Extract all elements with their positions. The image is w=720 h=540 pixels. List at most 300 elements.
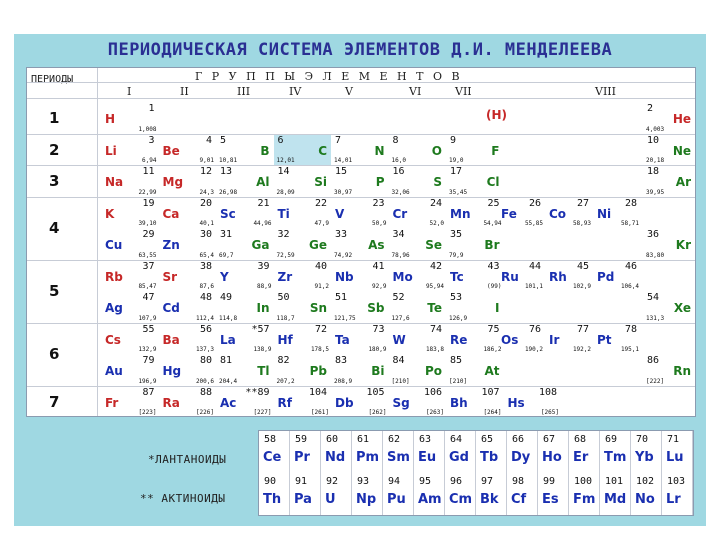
element-symbol: Ra	[162, 395, 180, 410]
element-cell[interactable]	[545, 323, 593, 355]
element-symbol: Rh	[549, 269, 567, 284]
element-symbol: Zn	[162, 238, 180, 252]
element-cell[interactable]	[101, 134, 159, 166]
atomic-number: 37	[142, 260, 155, 272]
element-cell[interactable]	[593, 323, 641, 355]
period-number: 2	[49, 140, 60, 159]
element-cell[interactable]	[216, 165, 274, 197]
atomic-number: 77	[576, 323, 589, 335]
element-cell[interactable]	[331, 260, 389, 292]
element-cell[interactable]	[331, 386, 389, 418]
atomic-number: 36	[647, 229, 660, 240]
element-symbol: Ge	[309, 238, 327, 252]
atomic-number: 18	[647, 166, 660, 177]
atomic-number: 17	[450, 166, 463, 177]
element-cell[interactable]	[216, 323, 274, 355]
element-cell[interactable]	[389, 228, 447, 260]
atomic-number: 87	[142, 386, 155, 398]
element-cell[interactable]	[662, 431, 693, 473]
element-cell[interactable]	[159, 260, 217, 292]
atomic-number: 44	[528, 260, 541, 272]
atomic-mass: 16,0	[391, 157, 406, 164]
element-cell[interactable]	[389, 323, 447, 355]
atomic-number: 21	[257, 197, 270, 209]
element-cell[interactable]	[331, 354, 389, 386]
element-symbol: Cr	[392, 206, 408, 221]
element-symbol: Be	[162, 143, 180, 158]
element-symbol: H	[105, 112, 116, 126]
element-cell[interactable]	[446, 102, 508, 134]
atomic-number: 65	[481, 434, 494, 445]
period-number: 5	[49, 282, 60, 301]
atomic-number: 92	[326, 476, 339, 487]
atomic-number: 29	[142, 229, 155, 240]
atomic-number: 20	[199, 197, 212, 209]
atomic-mass: 40,1	[199, 220, 214, 227]
atomic-mass: 54,94	[483, 220, 502, 227]
atomic-mass: 107,9	[138, 314, 157, 322]
element-cell[interactable]	[159, 197, 217, 229]
element-cell[interactable]	[389, 354, 447, 386]
element-symbol: Br	[484, 238, 500, 252]
atomic-mass: 196,9	[138, 377, 157, 385]
element-cell[interactable]	[101, 354, 159, 386]
element-cell[interactable]	[643, 354, 695, 386]
element-symbol: C	[318, 143, 327, 158]
element-cell[interactable]	[446, 323, 504, 355]
atomic-mass: 79,9	[449, 251, 464, 259]
atomic-mass: 28,09	[276, 188, 295, 196]
element-symbol: Ni	[597, 206, 612, 221]
element-symbol: Cs	[105, 332, 121, 347]
periodic-table	[26, 67, 696, 417]
atomic-number: 106	[423, 386, 442, 398]
element-cell[interactable]	[593, 260, 641, 292]
element-symbol: Cf	[511, 492, 527, 507]
element-cell[interactable]	[446, 197, 504, 229]
element-cell[interactable]	[446, 165, 504, 197]
element-symbol: Am	[418, 492, 442, 507]
element-cell[interactable]	[216, 134, 274, 166]
atomic-number: 103	[667, 476, 686, 487]
element-cell[interactable]	[446, 260, 504, 292]
element-symbol: In	[256, 301, 270, 315]
element-symbol: Pm	[356, 450, 380, 465]
atomic-number: 31	[220, 229, 233, 240]
atomic-number: 56	[199, 323, 212, 335]
atomic-number: 94	[388, 476, 401, 487]
element-symbol: No	[635, 492, 655, 507]
atomic-mass: 102,9	[572, 283, 591, 290]
atomic-mass: 137,3	[195, 346, 214, 353]
element-cell[interactable]	[216, 386, 274, 418]
element-cell[interactable]	[497, 260, 545, 292]
element-cell[interactable]	[259, 473, 290, 515]
element-symbol: Ru	[501, 269, 519, 284]
divider	[27, 82, 695, 83]
page-title: ПЕРИОДИЧЕСКАЯ СИСТЕМА ЭЛЕМЕНТОВ Д.И. МЕНДЕЛЕЕВА	[107, 40, 613, 60]
element-cell[interactable]	[600, 473, 631, 515]
atomic-number: **89	[245, 386, 270, 398]
element-symbol: V	[335, 206, 345, 221]
element-cell[interactable]	[389, 134, 447, 166]
atomic-mass: 20,18	[646, 157, 665, 164]
atomic-number: 28	[624, 197, 637, 209]
element-cell[interactable]	[389, 260, 447, 292]
element-cell[interactable]	[631, 473, 662, 515]
element-cell[interactable]	[631, 431, 662, 473]
element-cell[interactable]	[101, 228, 159, 260]
element-symbol: Np	[356, 492, 377, 507]
atomic-number: 85	[450, 355, 463, 366]
atomic-number: 64	[450, 434, 463, 445]
element-symbol: Ho	[542, 450, 562, 465]
element-cell[interactable]	[389, 291, 447, 323]
element-cell[interactable]	[331, 165, 389, 197]
atomic-number: 12	[199, 166, 212, 177]
element-symbol: B	[260, 143, 270, 158]
atomic-number: 26	[528, 197, 541, 209]
atomic-number: 79	[142, 355, 155, 366]
element-cell[interactable]	[352, 431, 383, 473]
atomic-mass: 138,9	[253, 346, 272, 353]
atomic-mass: 190,2	[524, 346, 543, 353]
atomic-number: 97	[481, 476, 494, 487]
element-cell[interactable]	[274, 134, 332, 166]
atomic-mass: 208,9	[334, 377, 353, 385]
element-cell[interactable]	[159, 323, 217, 355]
element-symbol: Ta	[335, 332, 350, 347]
element-symbol: Zr	[277, 269, 293, 284]
element-symbol: Er	[573, 450, 589, 465]
element-cell[interactable]	[331, 323, 389, 355]
element-symbol: Fm	[573, 492, 596, 507]
element-cell[interactable]	[446, 386, 504, 418]
element-cell[interactable]	[643, 165, 695, 197]
atomic-number: 80	[199, 355, 212, 366]
period-number: 4	[49, 219, 60, 238]
atomic-mass: [223]	[138, 409, 157, 416]
atomic-number: 84	[392, 355, 405, 366]
element-cell[interactable]	[290, 473, 321, 515]
element-symbol: U	[325, 492, 336, 507]
element-cell[interactable]	[446, 291, 504, 323]
element-symbol: Hg	[162, 364, 182, 378]
atomic-mass: 180,9	[368, 346, 387, 353]
element-symbol: Hs	[507, 395, 525, 410]
atomic-mass: [263]	[425, 409, 444, 416]
atomic-mass: 6,94	[142, 157, 157, 164]
atomic-mass: 50,9	[372, 220, 387, 227]
element-symbol: P	[375, 175, 385, 189]
atomic-number: 42	[429, 260, 442, 272]
element-symbol: Rb	[105, 269, 123, 284]
element-cell[interactable]	[476, 431, 507, 473]
group-number: VIII	[595, 85, 616, 98]
atomic-mass: 88,9	[257, 283, 272, 290]
element-symbol: He	[672, 112, 691, 126]
element-cell[interactable]	[159, 228, 217, 260]
atomic-mass: [227]	[253, 409, 272, 416]
atomic-mass: 200,6	[195, 377, 214, 385]
element-symbol: Sr	[162, 269, 178, 284]
atomic-mass: 195,1	[620, 346, 639, 353]
element-cell[interactable]	[159, 386, 217, 418]
atomic-number: 49	[220, 292, 233, 303]
element-symbol: Mn	[450, 206, 471, 221]
element-cell[interactable]	[159, 354, 217, 386]
element-symbol: At	[484, 364, 500, 378]
element-cell[interactable]	[331, 228, 389, 260]
atomic-mass: [264]	[483, 409, 502, 416]
element-symbol: Al	[256, 175, 270, 189]
atomic-mass: 192,2	[572, 346, 591, 353]
atomic-number: 71	[667, 434, 680, 445]
element-cell[interactable]	[389, 197, 447, 229]
element-symbol: Hf	[277, 332, 293, 347]
atomic-mass: 207,2	[276, 377, 295, 385]
atomic-number: 60	[326, 434, 339, 445]
atomic-number: 91	[295, 476, 308, 487]
element-symbol: Rf	[277, 395, 292, 410]
atomic-mass: 39,10	[138, 220, 157, 227]
element-cell[interactable]	[274, 228, 332, 260]
element-symbol: Pd	[597, 269, 615, 284]
element-symbol: Bh	[450, 395, 468, 410]
element-cell[interactable]	[274, 291, 332, 323]
element-symbol: Xe	[673, 301, 691, 315]
element-cell[interactable]	[389, 386, 447, 418]
atomic-number: 101	[605, 476, 624, 487]
element-cell[interactable]	[101, 165, 159, 197]
divider	[27, 165, 695, 166]
element-symbol: Pu	[387, 492, 406, 507]
element-cell[interactable]	[414, 431, 445, 473]
atomic-number: 78	[624, 323, 637, 335]
atomic-number: 96	[450, 476, 463, 487]
element-cell[interactable]	[445, 431, 476, 473]
atomic-mass: [261]	[310, 409, 329, 416]
element-symbol: Os	[501, 332, 519, 347]
element-cell[interactable]	[504, 386, 562, 418]
atomic-mass: 30,97	[334, 188, 353, 196]
element-symbol: Si	[314, 175, 327, 189]
atomic-number: 58	[264, 434, 277, 445]
atomic-mass: 85,47	[138, 283, 157, 290]
element-cell[interactable]	[497, 197, 545, 229]
element-cell[interactable]	[331, 197, 389, 229]
atomic-number: 99	[543, 476, 556, 487]
atomic-mass: 35,45	[449, 188, 468, 196]
group-number: IV	[289, 85, 302, 98]
atomic-mass: [222]	[646, 377, 665, 385]
atomic-number: 10	[647, 134, 660, 146]
element-symbol: Pt	[597, 332, 612, 347]
atomic-number: 108	[538, 386, 557, 398]
element-cell[interactable]	[321, 431, 352, 473]
atomic-mass: 204,4	[219, 377, 238, 385]
element-cell[interactable]	[538, 473, 569, 515]
element-symbol: S	[433, 175, 442, 189]
atomic-number: 52	[392, 292, 405, 303]
element-symbol: Ga	[251, 238, 270, 252]
element-cell[interactable]	[159, 291, 217, 323]
element-cell[interactable]	[593, 197, 641, 229]
atomic-number: 13	[220, 166, 233, 177]
periods-header: ПЕРИОДЫ	[31, 74, 74, 85]
element-cell[interactable]	[383, 431, 414, 473]
element-cell[interactable]	[538, 431, 569, 473]
element-symbol: Ar	[675, 175, 691, 189]
atomic-number: 95	[419, 476, 432, 487]
element-cell[interactable]	[643, 291, 695, 323]
element-symbol: Sn	[309, 301, 327, 315]
element-cell[interactable]	[414, 473, 445, 515]
element-cell[interactable]	[101, 197, 159, 229]
element-cell[interactable]	[569, 431, 600, 473]
element-symbol: K	[105, 206, 115, 221]
element-cell[interactable]	[290, 431, 321, 473]
element-symbol: Mg	[162, 175, 184, 189]
atomic-mass: 92,9	[372, 283, 387, 290]
element-cell[interactable]	[352, 473, 383, 515]
atomic-number: 32	[277, 229, 290, 240]
element-cell[interactable]	[274, 197, 332, 229]
element-symbol: Lu	[666, 450, 684, 465]
atomic-mass: (99)	[487, 283, 502, 290]
element-symbol: Cd	[162, 301, 180, 315]
atomic-mass: 83,80	[646, 251, 665, 259]
element-cell[interactable]	[101, 260, 159, 292]
element-symbol: Sb	[367, 301, 385, 315]
period-number: 3	[49, 172, 60, 190]
element-cell[interactable]	[274, 165, 332, 197]
element-cell[interactable]	[662, 473, 693, 515]
element-cell[interactable]	[643, 228, 695, 260]
element-symbol: Dy	[511, 450, 531, 465]
divider	[27, 260, 695, 261]
atomic-number: 6	[277, 134, 284, 146]
atomic-number: 5	[220, 134, 227, 146]
atomic-mass: 78,96	[391, 251, 410, 259]
element-cell[interactable]	[507, 431, 538, 473]
element-symbol: Po	[424, 364, 442, 378]
atomic-number: 46	[624, 260, 637, 272]
atomic-mass: 95,94	[425, 283, 444, 290]
element-cell[interactable]	[101, 386, 159, 418]
element-cell[interactable]	[643, 134, 695, 166]
atomic-mass: 114,8	[219, 314, 238, 322]
element-cell[interactable]	[216, 260, 274, 292]
element-symbol: Es	[542, 492, 559, 507]
period-number: 6	[49, 345, 60, 364]
atomic-number: 67	[543, 434, 556, 445]
element-cell[interactable]	[643, 102, 695, 134]
element-symbol: Te	[427, 301, 442, 315]
atomic-mass: 131,3	[646, 314, 665, 322]
atomic-number: 16	[392, 166, 405, 177]
element-cell[interactable]	[445, 473, 476, 515]
element-cell[interactable]	[331, 134, 389, 166]
atomic-number: 11	[142, 166, 155, 177]
element-cell[interactable]	[216, 291, 274, 323]
element-cell[interactable]	[569, 473, 600, 515]
element-cell[interactable]	[446, 354, 504, 386]
element-cell[interactable]	[545, 197, 593, 229]
atomic-number: 76	[528, 323, 541, 335]
atomic-mass: 4,003	[646, 125, 665, 133]
atomic-number: 86	[647, 355, 660, 366]
divider	[27, 323, 695, 324]
atomic-mass: 9,01	[199, 157, 214, 164]
atomic-number: 1	[148, 103, 155, 114]
element-cell[interactable]	[545, 260, 593, 292]
element-cell[interactable]	[216, 354, 274, 386]
element-cell[interactable]	[600, 431, 631, 473]
element-cell[interactable]	[321, 473, 352, 515]
element-symbol: Bk	[480, 492, 499, 507]
atomic-number: 50	[277, 292, 290, 303]
atomic-number: 38	[199, 260, 212, 272]
atomic-number: 25	[487, 197, 500, 209]
element-symbol: Pb	[309, 364, 327, 378]
element-cell[interactable]	[159, 134, 217, 166]
atomic-number: 15	[335, 166, 348, 177]
element-symbol: Cu	[105, 238, 123, 252]
atomic-mass: 1,008	[138, 125, 157, 133]
element-cell[interactable]	[216, 228, 274, 260]
atomic-mass: 132,9	[138, 346, 157, 353]
element-cell[interactable]	[507, 473, 538, 515]
atomic-mass: 19,0	[449, 157, 464, 164]
element-cell[interactable]	[101, 323, 159, 355]
element-cell[interactable]	[274, 323, 332, 355]
f-block-table	[258, 430, 694, 516]
element-cell[interactable]	[101, 291, 159, 323]
element-cell[interactable]	[497, 323, 545, 355]
element-symbol: Co	[549, 206, 567, 221]
atomic-number: 66	[512, 434, 525, 445]
element-cell[interactable]	[383, 473, 414, 515]
element-cell[interactable]	[159, 165, 217, 197]
element-cell[interactable]	[446, 228, 504, 260]
element-cell[interactable]	[101, 102, 159, 134]
element-symbol: Tm	[604, 450, 627, 465]
atomic-mass: [262]	[368, 409, 387, 416]
element-cell[interactable]	[274, 386, 332, 418]
element-cell[interactable]	[274, 260, 332, 292]
element-symbol: Gd	[449, 450, 469, 465]
element-symbol: Fe	[501, 206, 517, 221]
atomic-mass: 118,7	[276, 314, 295, 322]
element-cell[interactable]	[331, 291, 389, 323]
element-cell[interactable]	[216, 197, 274, 229]
element-symbol: Tb	[480, 450, 499, 465]
atomic-number: 45	[576, 260, 589, 272]
element-cell[interactable]	[259, 431, 290, 473]
element-symbol: Db	[335, 395, 354, 410]
element-cell[interactable]	[389, 165, 447, 197]
element-symbol: Pr	[294, 450, 310, 465]
atomic-mass: 72,59	[276, 251, 295, 259]
element-cell[interactable]	[476, 473, 507, 515]
atomic-number: 48	[199, 292, 212, 303]
element-cell[interactable]	[446, 134, 504, 166]
element-symbol: Na	[105, 175, 124, 189]
atomic-mass: 24,3	[199, 188, 214, 196]
element-cell[interactable]	[274, 354, 332, 386]
atomic-mass: 14,01	[334, 157, 353, 164]
